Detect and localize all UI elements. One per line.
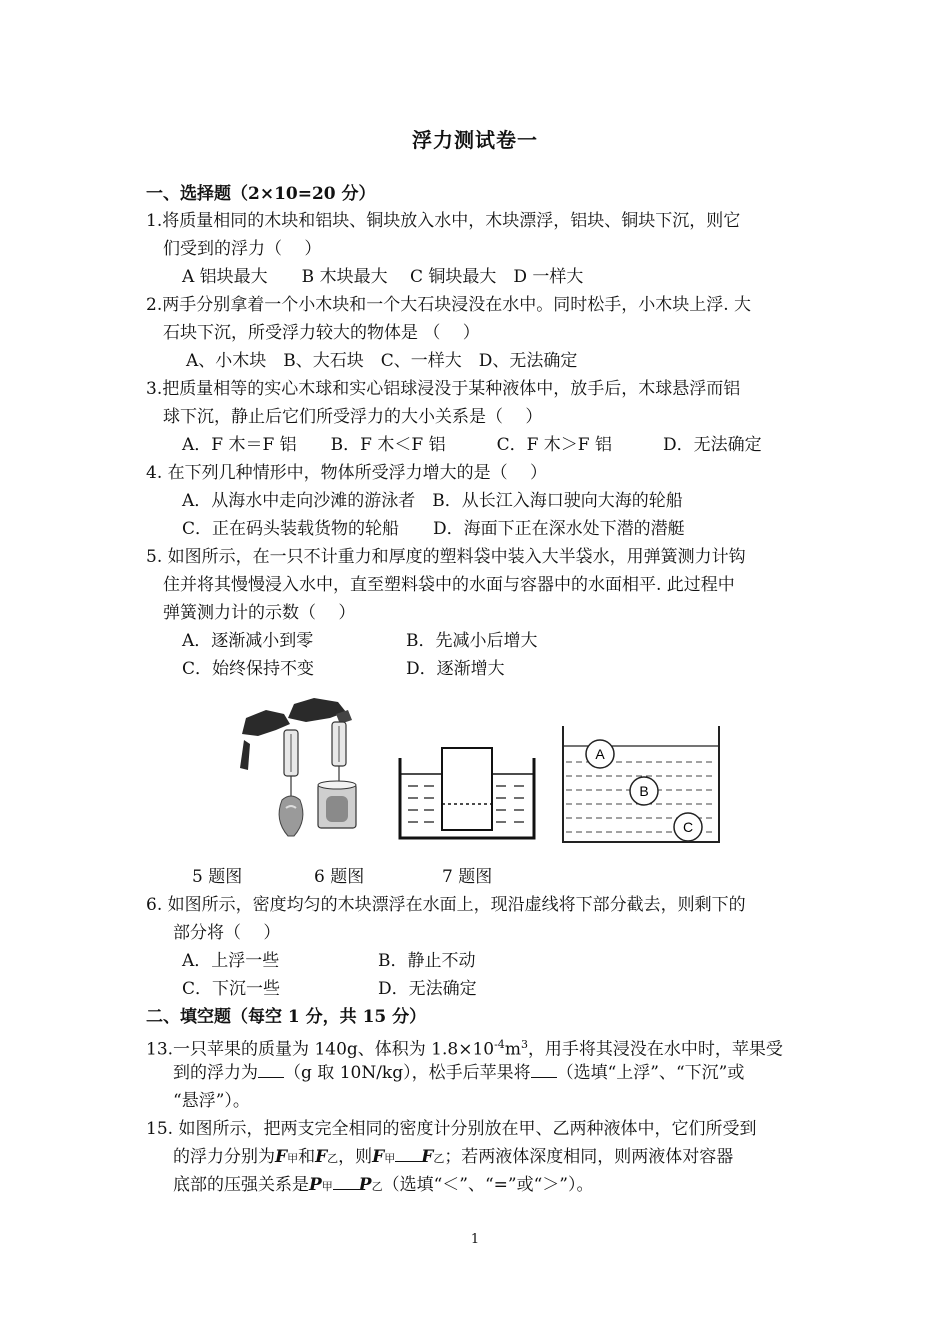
q15-sub-yi-2: 乙	[433, 1152, 445, 1165]
ball-c-label: C	[682, 819, 694, 835]
q5-line3: 弹簧测力计的示数（ ）	[163, 603, 356, 623]
q1-line1: 1.将质量相同的木块和铝块、铜块放入水中，木块漂浮，铝块、铜块下沉，则它	[146, 211, 741, 231]
q5-option-d: D．逐渐增大	[406, 659, 505, 679]
q5-line1: 5. 如图所示，在一只不计重力和厚度的塑料袋中装入大半袋水，用弹簧测力计钩	[146, 547, 746, 567]
q6-line2: 部分将（ ）	[173, 923, 281, 943]
figure-5-spring-scale	[236, 696, 360, 846]
q1-line2: 们受到的浮力（ ）	[163, 239, 322, 259]
q4-option-cd: C．正在码头装载货物的轮船 D．海面下正在深水处下潜的潜艇	[182, 519, 685, 539]
q2-line2: 石块下沉，所受浮力较大的物体是 （ ）	[163, 323, 480, 343]
caption-figure-5: 5 题图	[192, 867, 243, 887]
q15-p-symbol-2: P	[358, 1175, 372, 1195]
q15-text-2b: ；若两液体深度相同，则两液体对容器	[444, 1147, 734, 1167]
q1-options: A 铝块最大 B 木块最大 C 铜块最大 D 一样大	[182, 267, 584, 287]
q4-option-ab: A．从海水中走向沙滩的游泳者 B．从长江入海口驶向大海的轮船	[182, 491, 683, 511]
q13-unit: m	[504, 1039, 521, 1060]
q6-option-b: B．静止不动	[378, 951, 476, 971]
q13-unit-power: 3	[520, 1038, 528, 1051]
q15-sub-jia-3: 甲	[321, 1180, 333, 1193]
q6-option-d: D．无法确定	[378, 979, 477, 999]
q15-blank-2[interactable]	[333, 1173, 359, 1190]
q5-option-b: B．先减小后增大	[406, 631, 538, 651]
ball-a-label: A	[595, 746, 605, 762]
q13-exponent: -4	[494, 1038, 505, 1051]
q13-blank-2[interactable]	[531, 1061, 557, 1078]
ball-b-label: B	[639, 783, 649, 799]
q15-line3	[173, 1172, 593, 1200]
q3-line1: 3.把质量相等的实心木球和实心铝球浸没于某种液体中，放手后，木球悬浮而铝	[146, 379, 741, 399]
q2-options: A、小木块 B、大石块 C、一样大 D、无法确定	[186, 351, 578, 371]
q13-line1	[146, 1032, 783, 1063]
q6-option-a: A．上浮一些	[182, 951, 280, 971]
page-number: 1	[470, 1232, 480, 1247]
q15-f-symbol-2: F	[315, 1147, 328, 1167]
figure-6-floating-block	[396, 744, 538, 844]
q13-text-a: 13.一只苹果的质量为 140g、体积为 1.8×10	[146, 1039, 495, 1060]
figure-7-three-balls	[560, 724, 722, 846]
q13-blank-1[interactable]	[258, 1061, 284, 1078]
q13-line2	[173, 1060, 744, 1086]
q3-line2: 球下沉，静止后它们所受浮力的大小关系是（ ）	[163, 407, 543, 427]
q5-line2: 住并将其慢慢浸入水中，直至塑料袋中的水面与容器中的水面相平. 此过程中	[163, 575, 735, 595]
q6-line1: 6. 如图所示，密度均匀的木块漂浮在水面上，现沿虚线将下部分截去，则剩下的	[146, 895, 746, 915]
q5-option-a: A．逐渐减小到零	[182, 631, 314, 651]
caption-figure-6: 6 题图	[314, 867, 365, 887]
section2-heading: 二、填空题（每空 1 分，共 15 分）	[146, 1007, 427, 1027]
q15-line1: 15. 如图所示，把两支完全相同的密度计分别放在甲、乙两种液体中，它们所受到	[146, 1119, 757, 1139]
q13-text-c: ，用手将其浸没在水中时，苹果受	[527, 1039, 783, 1060]
q15-text-2a: 的浮力分别为	[173, 1147, 275, 1167]
q15-blank-1[interactable]	[395, 1145, 421, 1162]
q15-sub-yi-1: 乙	[327, 1152, 339, 1165]
q13-text-2b: （g 取 10N/kg），松手后苹果将	[284, 1063, 531, 1083]
q15-he: 和	[298, 1147, 316, 1167]
q13-text-2a: 到的浮力为	[173, 1063, 258, 1083]
q2-line1: 2.两手分别拿着一个小木块和一个大石块浸没在水中。同时松手，小木块上浮. 大	[146, 295, 752, 315]
q15-sub-yi-3: 乙	[371, 1180, 383, 1193]
q13-line3: “悬浮”）。	[173, 1091, 250, 1111]
q15-sub-jia-2: 甲	[384, 1152, 396, 1165]
q5-option-c: C．始终保持不变	[182, 659, 315, 679]
page-title: 浮力测试卷一	[412, 128, 538, 152]
section1-heading: 一、选择题（2×10=20 分）	[146, 184, 376, 204]
caption-figure-7: 7 题图	[442, 867, 493, 887]
q15-line2	[173, 1144, 733, 1172]
q15-text-3b: （选填“＜”、“=”或“＞”）。	[382, 1175, 594, 1195]
q15-sub-jia-1: 甲	[287, 1152, 299, 1165]
q6-option-c: C．下沉一些	[182, 979, 281, 999]
q4-line1: 4. 在下列几种情形中，物体所受浮力增大的是（ ）	[146, 463, 548, 483]
q15-f-symbol-3: F	[372, 1147, 385, 1167]
q15-f-symbol-4: F	[421, 1147, 434, 1167]
q13-text-2c: （选填“上浮”、“下沉”或	[556, 1063, 745, 1083]
q15-f-symbol-1: F	[275, 1147, 288, 1167]
q15-p-symbol-1: P	[309, 1175, 322, 1195]
q3-options: A．F 木＝F 铝 B．F 木＜F 铝 C．F 木＞F 铝 D．无法确定	[182, 435, 762, 455]
q15-ze: ，则	[338, 1147, 373, 1167]
q15-text-3a: 底部的压强关系是	[173, 1175, 309, 1195]
